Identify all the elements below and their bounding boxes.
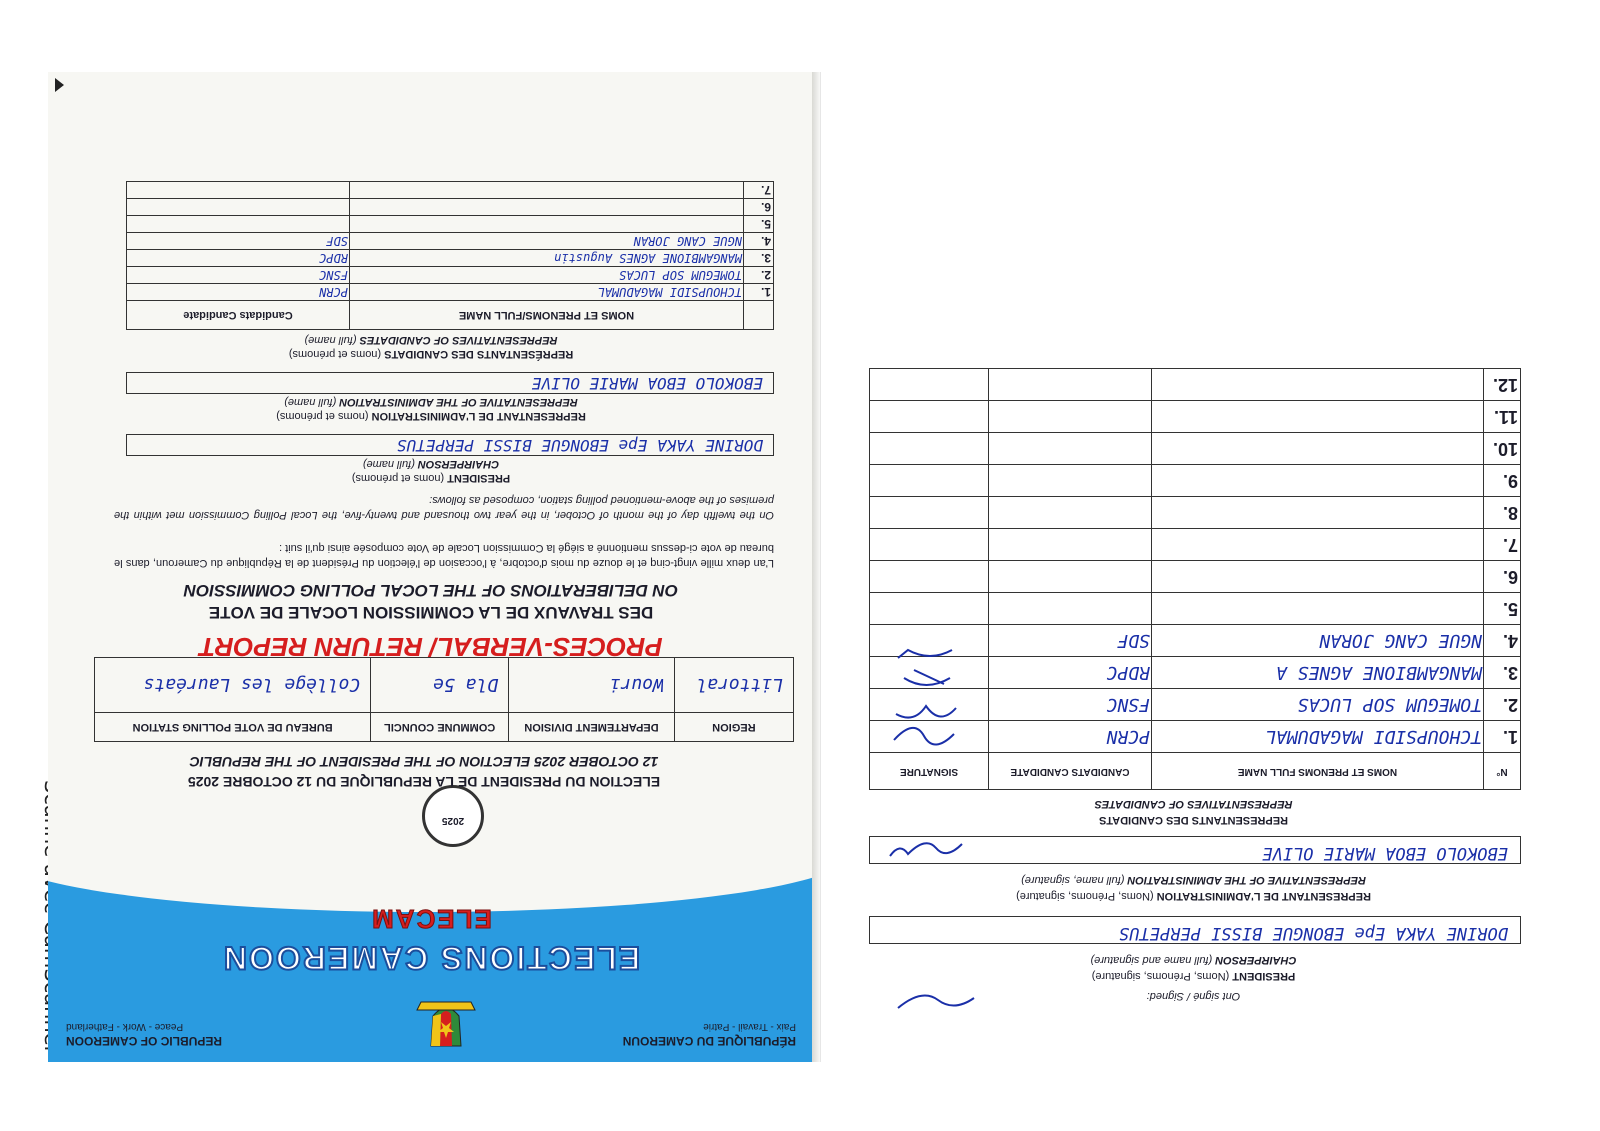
pv-subtitle-en: ON DELIBERATIONS OF THE LOCAL POLLING COMMISSION	[183, 581, 679, 600]
row-name	[1152, 369, 1484, 401]
elections-cameroon-title: ELECTIONS CAMEROON	[221, 940, 641, 976]
candidates-table-left	[126, 181, 774, 330]
pv-subtitle-fr: DES TRAVAUX DE LA COMMISSION LOCALE DE VOTE	[208, 603, 654, 622]
candidate-signatures-icon	[878, 634, 974, 754]
republic-en: REPUBLIC OF CAMEROON	[66, 1034, 222, 1048]
table-row	[870, 369, 1521, 401]
row-number: 12.	[1484, 369, 1521, 401]
header-division: DEPARTEMENT DIVISION	[509, 713, 675, 742]
admin-label: REPRESENTANT DE L'ADMINISTRATION (noms et prénoms)	[276, 410, 586, 422]
row-name: MANGAMBIONE AGNES A	[1152, 657, 1484, 689]
intro-paragraph-fr: L'an deux mille vingt-cinq et le douze du mois d'octobre, à l'occasion de l'élection du Président de la République du Cameroun, dans le bureau de vote ci-dessus mentionné a siégé la Commission Locale de Vote composée ainsi qu'il suit :	[114, 542, 774, 569]
row-number: 1.	[1484, 721, 1521, 753]
row-candidate: PCRN	[989, 721, 1152, 753]
president-label: PRESIDENT (noms et prénoms)	[351, 472, 511, 484]
row-signature	[870, 561, 989, 593]
row-candidate: FSNC	[989, 689, 1152, 721]
row-name: NGUE CANG JORAN	[350, 233, 744, 250]
row-number: 7.	[1484, 529, 1521, 561]
row-candidate	[989, 497, 1152, 529]
table-row	[127, 284, 774, 301]
row-name	[1152, 433, 1484, 465]
left-page-content	[48, 72, 814, 1062]
row-candidate	[989, 593, 1152, 625]
row-signature	[870, 529, 989, 561]
corner-marker-icon	[55, 78, 64, 92]
row-name	[1152, 529, 1484, 561]
table-row	[127, 250, 774, 267]
row-candidate: RDPC	[989, 657, 1152, 689]
table-row	[870, 529, 1521, 561]
row-name	[350, 182, 744, 199]
row-candidate	[127, 199, 350, 216]
row-name: MANGAMBIONE AGNES Augustin	[350, 250, 744, 267]
header-full-name: NOMS ET PRENOMS/FULL NAME	[350, 301, 744, 330]
row-number: 8.	[1484, 497, 1521, 529]
row-signature	[870, 369, 989, 401]
row-name: TCHOUPSIDI MAGADUMAL	[350, 284, 744, 301]
header-candidate: Candidats Candidate	[127, 301, 350, 330]
row-number: 4.	[1484, 625, 1521, 657]
table-row	[870, 433, 1521, 465]
table-row	[127, 199, 774, 216]
row-signature	[870, 401, 989, 433]
row-number: 3.	[744, 250, 774, 267]
president-label: PRESIDENT (Noms, Prénoms, signature)	[1091, 970, 1296, 982]
polling-station-value: Collège les Lauréats	[95, 658, 371, 713]
table-row	[127, 182, 774, 199]
row-number: 6.	[1484, 561, 1521, 593]
header-candidate: CANDIDATS CANDIDATE	[989, 753, 1152, 790]
row-number: 7.	[744, 182, 774, 199]
header-number: N°	[1484, 753, 1521, 790]
row-number: 5.	[744, 216, 774, 233]
admin-signature-icon	[886, 838, 966, 862]
right-page-content	[821, 72, 1566, 1062]
row-number: 2.	[744, 267, 774, 284]
table-row	[870, 593, 1521, 625]
row-candidate	[989, 561, 1152, 593]
president-name-field: DORINE YAKA Epe EBONGUE BISSI PERPETUS	[869, 916, 1521, 944]
president-name-field: DORINE YAKA Epe EBONGUE BISSI PERPETUS	[126, 434, 774, 456]
elecam-logo-text: ELECAM	[370, 904, 492, 934]
admin-label: REPRESENTANT DE L'ADMINISTRATION (Noms, Prénoms, signature)	[1016, 890, 1371, 902]
table-row	[870, 465, 1521, 497]
row-signature	[870, 497, 989, 529]
row-candidate: PCRN	[127, 284, 350, 301]
row-number: 2.	[1484, 689, 1521, 721]
row-number: 3.	[1484, 657, 1521, 689]
location-table	[94, 657, 794, 742]
candidates-label: REPRÉSENTANTS DES CANDIDATS (noms et prénoms)	[288, 348, 574, 360]
row-candidate: FSNC	[127, 267, 350, 284]
header-polling-station: BUREAU DE VOTE POLLING STATION	[95, 713, 371, 742]
row-number: 1.	[744, 284, 774, 301]
table-row	[870, 401, 1521, 433]
row-candidate	[989, 401, 1152, 433]
left-page	[48, 72, 814, 1062]
location-header-row	[95, 713, 794, 742]
election-title-en: 12 OCTOBER 2025 ELECTION OF THE PRESIDENT OF THE REPUBLIC	[189, 754, 659, 770]
row-candidate: SDF	[127, 233, 350, 250]
row-signature	[870, 433, 989, 465]
header-signature: SIGNATURE	[870, 753, 989, 790]
admin-name-field: EBOKOLO EBOA MARIE OLIVE	[126, 372, 774, 394]
row-signature	[870, 465, 989, 497]
row-name	[1152, 561, 1484, 593]
region-value: Littoral	[674, 658, 793, 713]
row-candidate	[989, 433, 1152, 465]
election-title-fr: ELECTION DU PRESIDENT DE LA REPUBLIQUE DU 12 OCTOBRE 2025	[187, 774, 661, 790]
candidates-label-en: REPRESENTATIVES OF CANDIDATES	[1094, 798, 1293, 810]
row-name	[350, 199, 744, 216]
motto-en: Peace - Work - Fatherland	[66, 1021, 184, 1032]
table-row	[870, 561, 1521, 593]
location-value-row	[95, 658, 794, 713]
intro-paragraph-en: On the twelfth day of the month of October, in the year two thousand and twenty-five, the Local Polling Commission met within the premises of the above-mentioned polling station, composed as follows:	[114, 494, 774, 521]
row-number: 4.	[744, 233, 774, 250]
row-name: TOMEGUM SOP LUCAS	[1152, 689, 1484, 721]
row-name: TOMEGUM SOP LUCAS	[350, 267, 744, 284]
division-value: Wouri	[509, 658, 675, 713]
admin-label-en: REPRESENTATIVE OF THE ADMINISTRATION (full name, signature)	[1021, 874, 1366, 886]
badge-year: 2025	[441, 815, 465, 826]
row-name: TCHOUPSIDI MAGADUMAL	[1152, 721, 1484, 753]
table-row	[127, 267, 774, 284]
row-number: 11.	[1484, 401, 1521, 433]
row-signature	[870, 593, 989, 625]
row-candidate	[989, 529, 1152, 561]
header-council: COMMUNE COUNCIL	[371, 713, 509, 742]
admin-name-field: EBOKOLO EBOA MARIE OLIVE	[869, 836, 1521, 864]
candidates-label: REPRESENTANTS DES CANDIDATS	[1098, 814, 1289, 826]
chairperson-label: CHAIRPERSON (full name)	[362, 458, 500, 470]
header-region: REGION	[674, 713, 793, 742]
row-number: 9.	[1484, 465, 1521, 497]
row-name	[1152, 593, 1484, 625]
right-page	[820, 72, 1566, 1062]
row-candidate	[127, 182, 350, 199]
row-number: 6.	[744, 199, 774, 216]
row-candidate: SDF	[989, 625, 1152, 657]
header-full-name: NOMS ET PRENOMS FULL NAME	[1152, 753, 1484, 790]
row-candidate	[127, 216, 350, 233]
motto-fr: Paix - Travail - Patrie	[703, 1021, 796, 1032]
row-candidate	[989, 465, 1152, 497]
table-header-row	[870, 753, 1521, 790]
signed-label: Ont signé / Signed:	[1146, 990, 1241, 1002]
council-value: Dla 5e	[371, 658, 509, 713]
chairperson-label: CHAIRPERSON (full name and signature)	[1090, 954, 1297, 966]
row-number: 5.	[1484, 593, 1521, 625]
row-name	[1152, 465, 1484, 497]
table-row	[870, 497, 1521, 529]
row-name: NGUE CANG JORAN	[1152, 625, 1484, 657]
republic-fr: RÉPUBLIQUE DU CAMEROUN	[622, 1034, 796, 1048]
president-signature-icon	[888, 990, 978, 1016]
row-number: 10.	[1484, 433, 1521, 465]
admin-label-en: REPRESENTATIVE OF THE ADMINISTRATION (full name)	[284, 396, 578, 408]
election-badge-icon	[422, 785, 484, 847]
header-number	[744, 301, 774, 330]
row-name	[1152, 401, 1484, 433]
table-row	[127, 233, 774, 250]
table-row	[127, 216, 774, 233]
row-name	[350, 216, 744, 233]
row-candidate: RDPC	[127, 250, 350, 267]
table-header-row	[127, 301, 774, 330]
pv-title: PROCES-VERBAL/ RETURN REPORT	[199, 632, 663, 662]
coat-of-arms-icon	[411, 994, 481, 1054]
candidates-label-en: REPRESENTATIVES OF CANDIDATES (full name)	[304, 334, 558, 346]
row-name	[1152, 497, 1484, 529]
row-candidate	[989, 369, 1152, 401]
